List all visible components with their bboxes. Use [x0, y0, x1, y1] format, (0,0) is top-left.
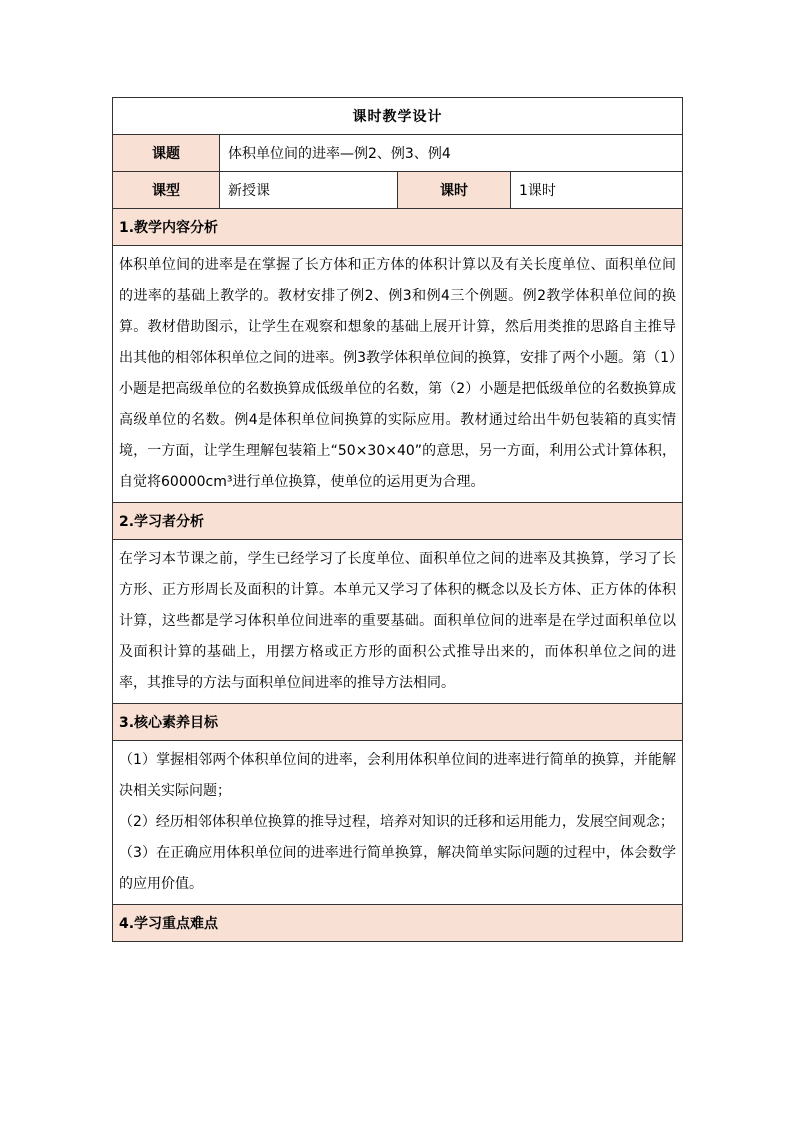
hours-value: 1课时	[511, 172, 683, 209]
topic-value: 体积单位间的进率—例2、例3、例4	[220, 135, 683, 172]
topic-label: 课题	[113, 135, 220, 172]
hours-label: 课时	[398, 172, 511, 209]
section-3-heading-row	[113, 704, 683, 741]
section-4-heading-row	[113, 905, 683, 942]
document-title: 课时教学设计	[113, 98, 683, 135]
section-heading: 4.学习重点难点	[113, 905, 683, 942]
section-body	[113, 540, 683, 704]
section-2-heading-row	[113, 503, 683, 540]
section-paragraph: 体积单位间的进率是在掌握了长方体和正方体的体积计算以及有关长度单位、面积单位间的进率的基础上教学的。教材安排了例2、例3和例4三个例题。例2教学体积单位间的换算。教材借助图示，让学生在观察和想象的基础上展开计算，然后用类推的思路自主推导出其他的相邻体积单位之间的进率。例3教学体积单位间的换算，安排了两个小题。第（1）小题是把高级单位的名数换算成低级单位的名数，第（2）小题是把低级单位的名数换算成高级单位的名数。例4是体积单位间换算的实际应用。教材通过给出牛奶包装箱的真实情境，一方面，让学生理解包装箱上“50×30×40”的意思，另一方面，利用公式计算体积，自觉将60000cm³进行单位换算，使单位的运用更为合理。	[119, 257, 676, 490]
type-label: 课型	[113, 172, 220, 209]
section-body	[113, 246, 683, 503]
section-heading: 2.学习者分析	[113, 503, 683, 540]
section-paragraph: （2）经历相邻体积单位换算的推导过程，培养对知识的迁移和运用能力，发展空间观念；	[119, 814, 674, 830]
section-paragraph: （1）掌握相邻两个体积单位间的进率，会利用体积单位间的进率进行简单的换算，并能解决相关实际问题；	[119, 752, 676, 799]
type-value: 新授课	[220, 172, 398, 209]
section-2-body-row	[113, 540, 683, 704]
section-paragraph: 在学习本节课之前，学生已经学习了长度单位、面积单位之间的进率及其换算，学习了长方形、正方形周长及面积的计算。本单元又学习了体积的概念以及长方体、正方体的体积计算，这些都是学习体积单位间进率的重要基础。面积单位间的进率是在学过面积单位以及面积计算的基础上，用摆方格或正方形的面积公式推导出来的，而体积单位之间的进率，其推导的方法与面积单位间进率的推导方法相同。	[119, 551, 676, 691]
section-1-heading-row	[113, 209, 683, 246]
section-3-body-row	[113, 741, 683, 905]
section-heading: 1.教学内容分析	[113, 209, 683, 246]
type-row	[113, 172, 683, 209]
topic-row	[113, 135, 683, 172]
title-row	[113, 98, 683, 135]
section-heading: 3.核心素养目标	[113, 704, 683, 741]
section-paragraph: （3）在正确应用体积单位间的进率进行简单换算，解决简单实际问题的过程中，体会数学的应用价值。	[119, 845, 676, 892]
lesson-plan-table	[112, 97, 683, 942]
section-1-body-row	[113, 246, 683, 503]
section-body	[113, 741, 683, 905]
